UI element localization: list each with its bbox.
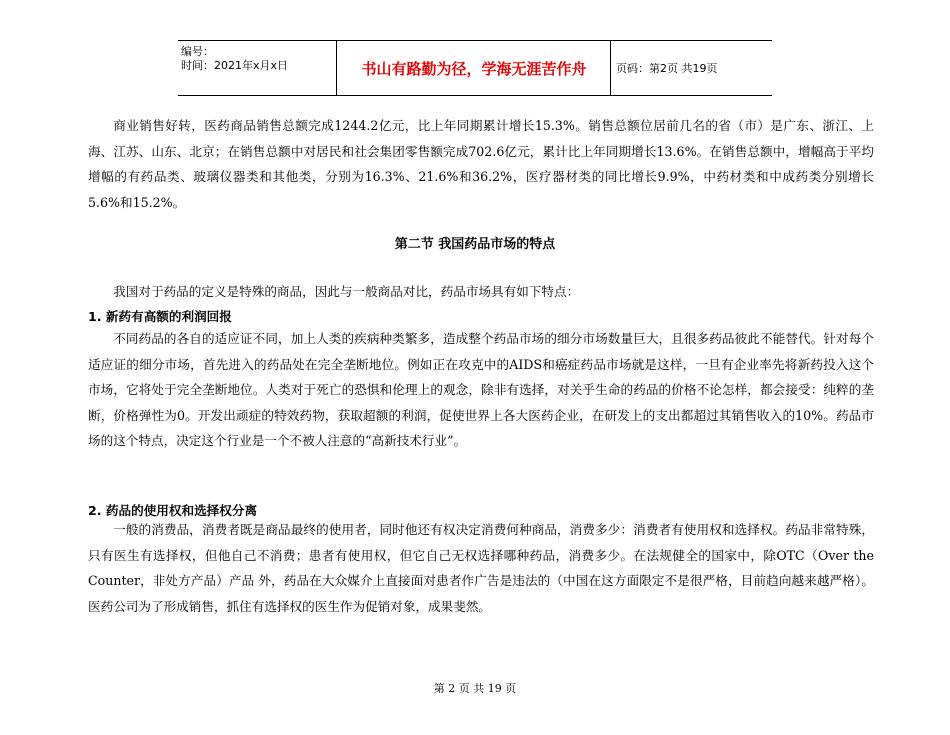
heading-high-profit: 1. 新药有高额的利润回报 — [88, 309, 232, 324]
body-text-block-1 — [88, 113, 874, 215]
section-intro: 我国对于药品的定义是特殊的商品，因此与一般商品对比，药品市场具有如下特点： — [113, 284, 580, 299]
paragraph-high-profit: 不同药品的各自的适应证不同，加上人类的疾病种类繁多，造成整个药品市场的细分市场数量巨大，且很多药品彼此不能替代。针对每个适应证的细分市场，首先进入的药品处在完全垄断地位。例如正在攻克中的AIDS和癌症药品市场就是这样，一旦有企业率先将新药投入这个市场，它将处于完全垄断地位。人类对于死亡的恐惧和伦理上的观念，除非有选择，对关乎生命的药品的价格不论怎样，都会接受：纯粹的垄断，价格弹性为0。开发出顽症的特效药物，获取超额的利润，促使世界上各大医药企业，在研发上的支出都超过其销售收入的10%。药品市场的这个特点，决定这个行业是一个不被人注意的“高新技术行业”。 — [88, 331, 874, 448]
heading-rights-separation: 2. 药品的使用权和选择权分离 — [88, 503, 258, 518]
body-text-block-3 — [88, 517, 874, 619]
header-time-label: 时间：2021年x月x日 — [181, 59, 289, 72]
body-text-block-2 — [88, 326, 874, 454]
page-header — [178, 40, 772, 96]
paragraph-rights-separation: 一般的消费品，消费者既是商品最终的使用者，同时他还有权决定消费何种商品，消费多少：消费者有使用权和选择权。药品非常特殊，只有医生有选择权，但他自己不消费；患者有使用权，但它自己无权选择哪种药品，消费多少。在法规健全的国家中，除OTC（Over the Counter，非处方产品）产品 外，药品在大众媒介上直接面对患者作广告是违法的（中国在这方面限定不是很严格，目前趋向越来越严格）。医药公司为了形成销售，抓住有选择权的医生作为促销对象，成果斐然。 — [88, 522, 874, 614]
paragraph-sales: 商业销售好转，医药商品销售总额完成1244.2亿元，比上年同期累计增长15.3%。销售总额位居前几名的省（市）是广东、浙江、上海、江苏、山东、北京；在销售总额中对居民和社会集团零售额完成702.6亿元，累计比上年同期增长13.6%。在销售总额中，增幅高于平均增幅的有药品类、玻璃仪器类和其他类，分别为16.3%、21.6%和36.2%，医疗器材类的同比增长9.9%，中药材类和中成药类分别增长5.6%和15.2%。 — [88, 118, 874, 210]
header-motto: 书山有路勤为径，学海无涯苦作舟 — [338, 41, 611, 95]
header-meta-cell — [178, 41, 337, 95]
section-title: 第二节 我国药品市场的特点 — [394, 237, 556, 252]
header-page-label: 页码：第2页 共19页 — [616, 62, 718, 75]
page-footer: 第 2 页 共 19 页 — [433, 682, 517, 695]
header-number-label: 编号： — [181, 45, 214, 58]
